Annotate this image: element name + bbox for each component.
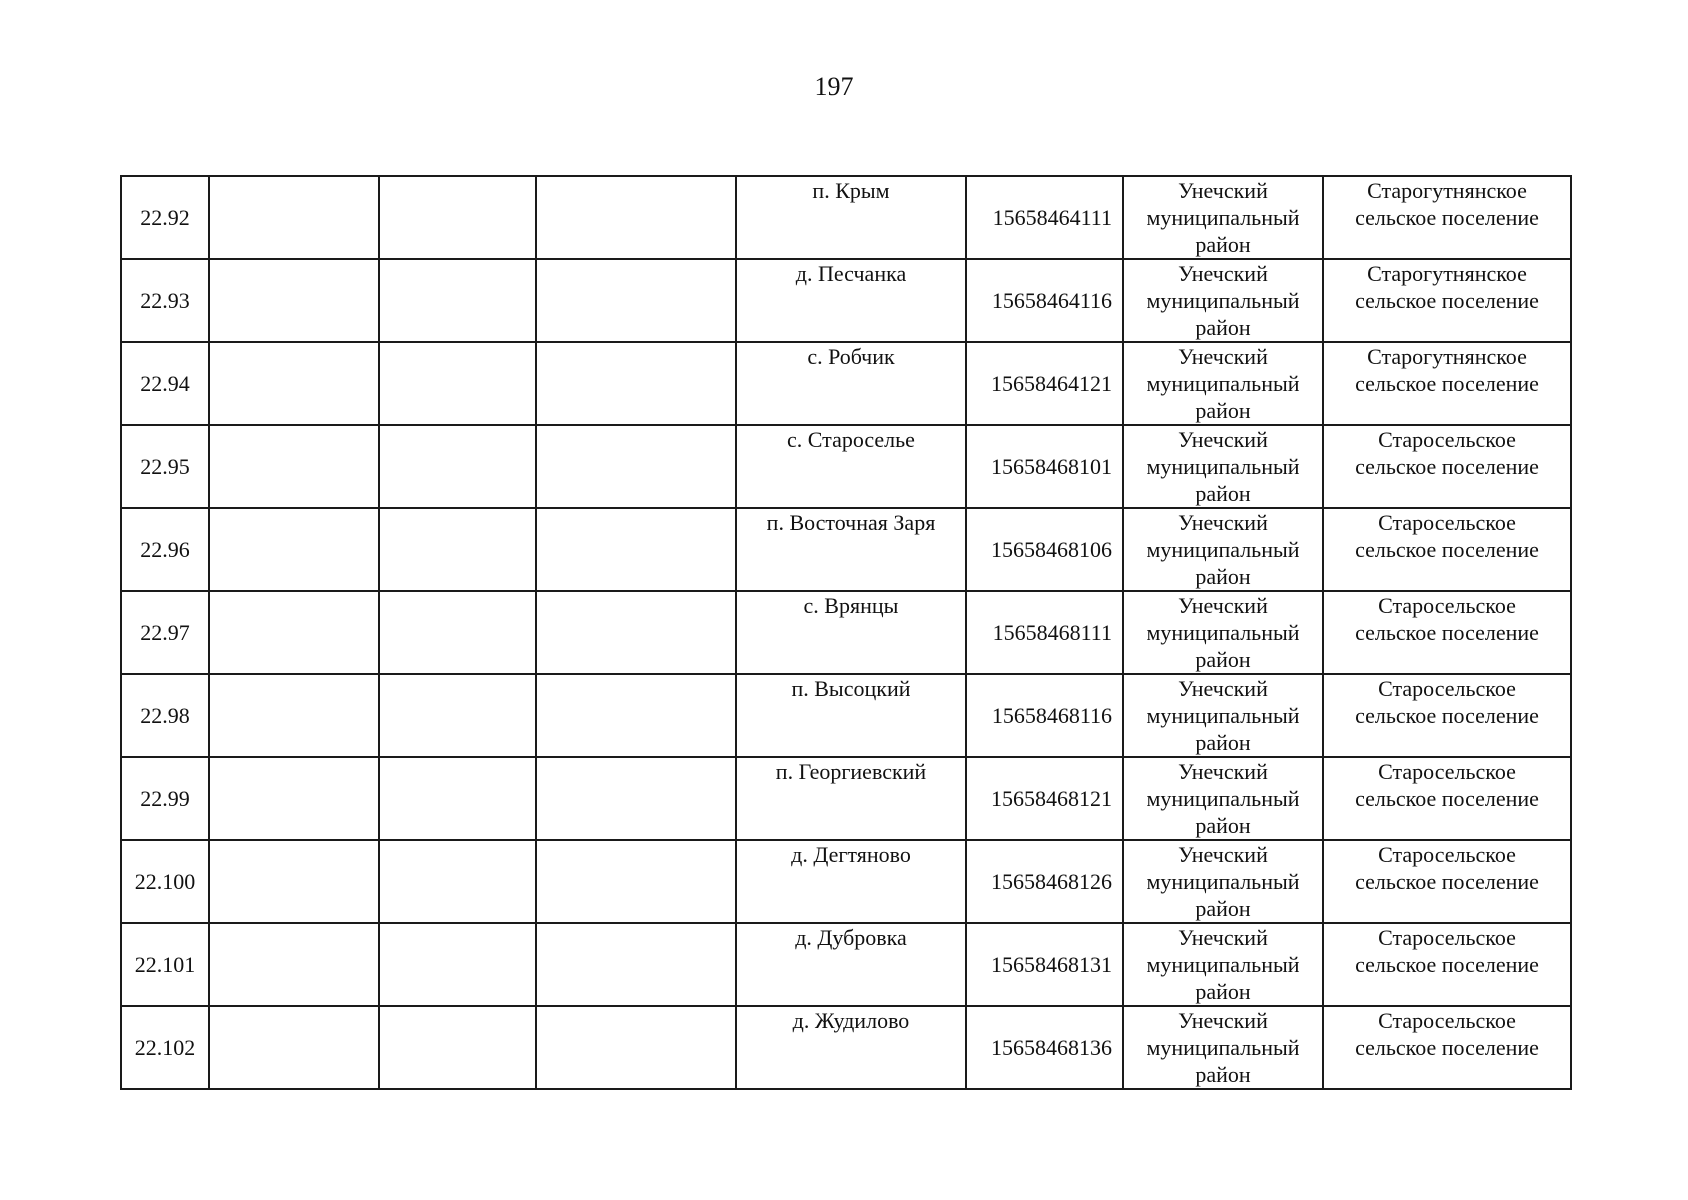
locality-name-cell: д. Дегтяново: [736, 840, 966, 923]
row-number-cell: 22.93: [121, 259, 209, 342]
district-line: Унечский: [1178, 676, 1268, 701]
row-number-cell: 22.98: [121, 674, 209, 757]
oktmo-code-cell: 15658468126: [966, 840, 1123, 923]
district-line: Унечский: [1178, 344, 1268, 369]
table-row: [121, 508, 1571, 591]
district-cell: [1123, 591, 1323, 674]
settlement-line: сельское поселение: [1355, 952, 1539, 977]
district-line: муниципальный: [1146, 537, 1300, 562]
settlement-cell: [1323, 757, 1571, 840]
district-line: Унечский: [1178, 925, 1268, 950]
empty-cell: [209, 1006, 379, 1089]
empty-cell: [209, 425, 379, 508]
locality-name-cell: п. Крым: [736, 176, 966, 259]
district-line: район: [1195, 896, 1251, 921]
district-line: муниципальный: [1146, 786, 1300, 811]
empty-cell: [536, 259, 736, 342]
row-number-cell: 22.102: [121, 1006, 209, 1089]
district-line: район: [1195, 979, 1251, 1004]
district-cell: [1123, 176, 1323, 259]
locality-name-cell: п. Высоцкий: [736, 674, 966, 757]
empty-cell: [209, 176, 379, 259]
empty-cell: [536, 425, 736, 508]
empty-cell: [379, 757, 536, 840]
district-line: муниципальный: [1146, 454, 1300, 479]
settlement-line: Старосельское: [1378, 676, 1516, 701]
settlement-cell: [1323, 342, 1571, 425]
settlement-line: сельское поселение: [1355, 288, 1539, 313]
empty-cell: [379, 508, 536, 591]
locality-name-cell: д. Песчанка: [736, 259, 966, 342]
settlement-line: сельское поселение: [1355, 620, 1539, 645]
table-row: [121, 591, 1571, 674]
settlement-line: сельское поселение: [1355, 371, 1539, 396]
settlement-line: Старосельское: [1378, 925, 1516, 950]
settlement-cell: [1323, 591, 1571, 674]
district-line: Унечский: [1178, 178, 1268, 203]
locality-name-cell: д. Жудилово: [736, 1006, 966, 1089]
table-row: [121, 923, 1571, 1006]
district-line: район: [1195, 481, 1251, 506]
empty-cell: [379, 840, 536, 923]
empty-cell: [209, 591, 379, 674]
oktmo-code-cell: 15658468111: [966, 591, 1123, 674]
table-row: [121, 259, 1571, 342]
settlement-line: Старосельское: [1378, 1008, 1516, 1033]
district-line: район: [1195, 730, 1251, 755]
row-number-cell: 22.100: [121, 840, 209, 923]
row-number-cell: 22.95: [121, 425, 209, 508]
empty-cell: [379, 591, 536, 674]
empty-cell: [379, 674, 536, 757]
settlement-cell: [1323, 840, 1571, 923]
locality-name-cell: с. Староселье: [736, 425, 966, 508]
district-line: муниципальный: [1146, 703, 1300, 728]
settlement-line: Старосельское: [1378, 759, 1516, 784]
district-cell: [1123, 757, 1323, 840]
settlement-cell: [1323, 425, 1571, 508]
table-row: [121, 840, 1571, 923]
oktmo-code-cell: 15658464111: [966, 176, 1123, 259]
district-line: Унечский: [1178, 427, 1268, 452]
empty-cell: [536, 176, 736, 259]
settlement-line: сельское поселение: [1355, 454, 1539, 479]
empty-cell: [379, 1006, 536, 1089]
settlement-line: Старосельское: [1378, 427, 1516, 452]
district-line: район: [1195, 232, 1251, 257]
district-line: муниципальный: [1146, 205, 1300, 230]
district-line: район: [1195, 1062, 1251, 1087]
oktmo-code-cell: 15658464116: [966, 259, 1123, 342]
table-row: [121, 425, 1571, 508]
table-body: [121, 176, 1571, 1089]
district-line: Унечский: [1178, 1008, 1268, 1033]
table-row: [121, 1006, 1571, 1089]
district-cell: [1123, 840, 1323, 923]
empty-cell: [536, 342, 736, 425]
settlement-cell: [1323, 1006, 1571, 1089]
row-number-cell: 22.94: [121, 342, 209, 425]
oktmo-code-cell: 15658468101: [966, 425, 1123, 508]
table-row: [121, 757, 1571, 840]
settlement-line: Старосельское: [1378, 510, 1516, 535]
settlement-line: Старогутнянское: [1367, 178, 1527, 203]
district-line: Унечский: [1178, 261, 1268, 286]
settlement-line: сельское поселение: [1355, 786, 1539, 811]
empty-cell: [536, 591, 736, 674]
empty-cell: [379, 425, 536, 508]
oktmo-code-cell: 15658468131: [966, 923, 1123, 1006]
page-number: 197: [814, 72, 854, 101]
district-line: Унечский: [1178, 842, 1268, 867]
district-cell: [1123, 674, 1323, 757]
district-line: муниципальный: [1146, 869, 1300, 894]
table-row: [121, 342, 1571, 425]
district-line: муниципальный: [1146, 288, 1300, 313]
row-number-cell: 22.99: [121, 757, 209, 840]
empty-cell: [209, 674, 379, 757]
row-number-cell: 22.96: [121, 508, 209, 591]
settlement-line: сельское поселение: [1355, 205, 1539, 230]
district-line: район: [1195, 398, 1251, 423]
row-number-cell: 22.92: [121, 176, 209, 259]
district-cell: [1123, 342, 1323, 425]
settlement-line: Старосельское: [1378, 593, 1516, 618]
locality-name-cell: п. Восточная Заря: [736, 508, 966, 591]
district-line: муниципальный: [1146, 1035, 1300, 1060]
district-line: район: [1195, 564, 1251, 589]
district-cell: [1123, 259, 1323, 342]
district-line: Унечский: [1178, 510, 1268, 535]
empty-cell: [209, 923, 379, 1006]
settlement-cell: [1323, 674, 1571, 757]
table-row: [121, 674, 1571, 757]
empty-cell: [536, 508, 736, 591]
district-cell: [1123, 425, 1323, 508]
empty-cell: [536, 923, 736, 1006]
settlement-line: сельское поселение: [1355, 869, 1539, 894]
settlement-cell: [1323, 508, 1571, 591]
settlement-cell: [1323, 923, 1571, 1006]
empty-cell: [209, 342, 379, 425]
oktmo-code-cell: 15658464121: [966, 342, 1123, 425]
locality-name-cell: п. Георгиевский: [736, 757, 966, 840]
oktmo-code-cell: 15658468121: [966, 757, 1123, 840]
district-line: район: [1195, 813, 1251, 838]
settlement-line: сельское поселение: [1355, 1035, 1539, 1060]
settlement-cell: [1323, 176, 1571, 259]
empty-cell: [209, 508, 379, 591]
locality-name-cell: д. Дубровка: [736, 923, 966, 1006]
district-line: Унечский: [1178, 593, 1268, 618]
empty-cell: [536, 1006, 736, 1089]
district-cell: [1123, 508, 1323, 591]
district-cell: [1123, 923, 1323, 1006]
settlements-table: [120, 175, 1572, 1090]
oktmo-code-cell: 15658468116: [966, 674, 1123, 757]
empty-cell: [379, 176, 536, 259]
district-line: муниципальный: [1146, 620, 1300, 645]
row-number-cell: 22.101: [121, 923, 209, 1006]
oktmo-code-cell: 15658468136: [966, 1006, 1123, 1089]
table-row: [121, 176, 1571, 259]
district-line: Унечский: [1178, 759, 1268, 784]
empty-cell: [379, 923, 536, 1006]
district-line: район: [1195, 315, 1251, 340]
district-line: муниципальный: [1146, 952, 1300, 977]
empty-cell: [209, 840, 379, 923]
district-cell: [1123, 1006, 1323, 1089]
oktmo-code-cell: 15658468106: [966, 508, 1123, 591]
empty-cell: [536, 674, 736, 757]
empty-cell: [209, 259, 379, 342]
empty-cell: [379, 259, 536, 342]
settlement-line: Старосельское: [1378, 842, 1516, 867]
empty-cell: [536, 840, 736, 923]
settlement-line: Старогутнянское: [1367, 344, 1527, 369]
empty-cell: [209, 757, 379, 840]
settlement-line: Старогутнянское: [1367, 261, 1527, 286]
settlement-line: сельское поселение: [1355, 703, 1539, 728]
empty-cell: [379, 342, 536, 425]
district-line: район: [1195, 647, 1251, 672]
district-line: муниципальный: [1146, 371, 1300, 396]
empty-cell: [536, 757, 736, 840]
locality-name-cell: с. Робчик: [736, 342, 966, 425]
row-number-cell: 22.97: [121, 591, 209, 674]
settlement-line: сельское поселение: [1355, 537, 1539, 562]
locality-name-cell: с. Врянцы: [736, 591, 966, 674]
settlement-cell: [1323, 259, 1571, 342]
